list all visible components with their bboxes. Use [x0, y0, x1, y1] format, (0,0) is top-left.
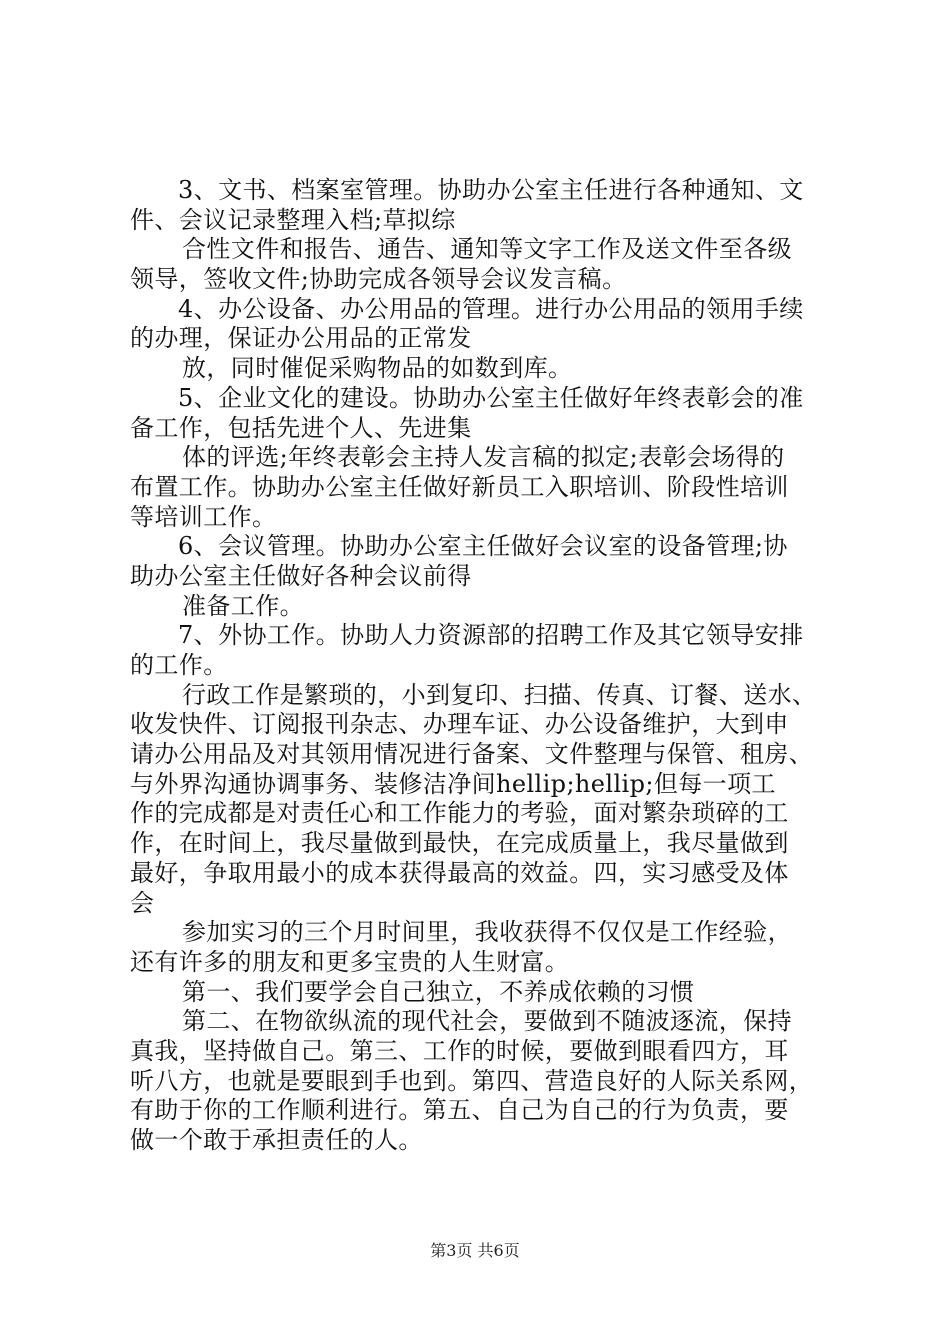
text-line: 准备工作。 — [182, 591, 304, 620]
text-line: 还有许多的朋友和更多宝贵的人生财富。 — [130, 947, 570, 976]
text-line: 会 — [130, 888, 155, 917]
text-line: 第一、我们要学会自己独立，不养成依赖的习惯 — [182, 977, 695, 1006]
text-line: 助办公室主任做好各种会议前得 — [130, 561, 472, 590]
text-line: 有助于你的工作顺利进行。第五、自己为自己的行为负责，要 — [130, 1096, 789, 1125]
text-line: 做一个敢于承担责任的人。 — [130, 1126, 423, 1154]
text-line: 第二、在物欲纵流的现代社会，要做到不随波逐流，保持 — [182, 1007, 792, 1036]
text-line: 的办理，保证办公用品的正常发 — [130, 324, 472, 353]
text-line: 与外界沟通协调事务、装修洁净间hellip;hellip;但每一项工 — [130, 769, 776, 798]
text-line: 作，在时间上，我尽量做到最快，在完成质量上，我尽量做到 — [130, 829, 789, 858]
document-body — [130, 176, 830, 1156]
page-footer — [0, 1241, 950, 1261]
text-line: 6、会议管理。协助办公室主任做好会议室的设备管理;协 — [178, 532, 788, 561]
text-line: 体的评选;年终表彰会主持人发言稿的拟定;表彰会场得的 — [182, 443, 785, 472]
text-line: 5、企业文化的建设。协助办公室主任做好年终表彰会的准 — [178, 383, 804, 412]
text-line: 作的完成都是对责任心和工作能力的考验，面对繁杂琐碎的工 — [130, 799, 789, 828]
text-line: 放，同时催促采购物品的如数到库。 — [182, 354, 573, 383]
text-line: 收发快件、订阅报刊杂志、办理车证、办公设备维护，大到申 — [130, 710, 789, 739]
text-line: 布置工作。协助办公室主任做好新员工入职培训、阶段性培训 — [130, 472, 789, 501]
text-line: 件、会议记录整理入档;草拟综 — [130, 205, 456, 234]
page-number-label: 第3页 共6页 — [430, 1241, 520, 1260]
text-line: 7、外协工作。协助人力资源部的招聘工作及其它领导安排 — [178, 621, 804, 650]
text-line: 合性文件和报告、通告、通知等文字工作及送文件至各级 — [182, 235, 792, 264]
text-line: 参加实习的三个月时间里，我收获得不仅仅是工作经验， — [182, 918, 792, 947]
text-line: 4、办公设备、办公用品的管理。进行办公用品的领用手续 — [178, 294, 804, 323]
text-line: 领导，签收文件;协助完成各领导会议发言稿。 — [130, 265, 627, 294]
text-line: 备工作，包括先进个人、先进集 — [130, 413, 472, 442]
text-line: 等培训工作。 — [130, 502, 277, 531]
text-line: 的工作。 — [130, 651, 228, 679]
text-line: 最好，争取用最小的成本获得最高的效益。四，实习感受及体 — [130, 858, 789, 887]
text-line: 行政工作是繁琐的，小到复印、扫描、传真、订餐、送水、 — [182, 680, 817, 709]
text-line: 听八方，也就是要眼到手也到。第四、营造良好的人际关系网， — [130, 1066, 814, 1095]
text-line: 真我，坚持做自己。第三、工作的时候，要做到眼看四方，耳 — [130, 1036, 789, 1065]
text-line: 3、文书、档案室管理。协助办公室主任进行各种通知、文 — [178, 176, 804, 204]
text-line: 请办公用品及对其领用情况进行备案、文件整理与保管、租房、 — [130, 740, 814, 769]
